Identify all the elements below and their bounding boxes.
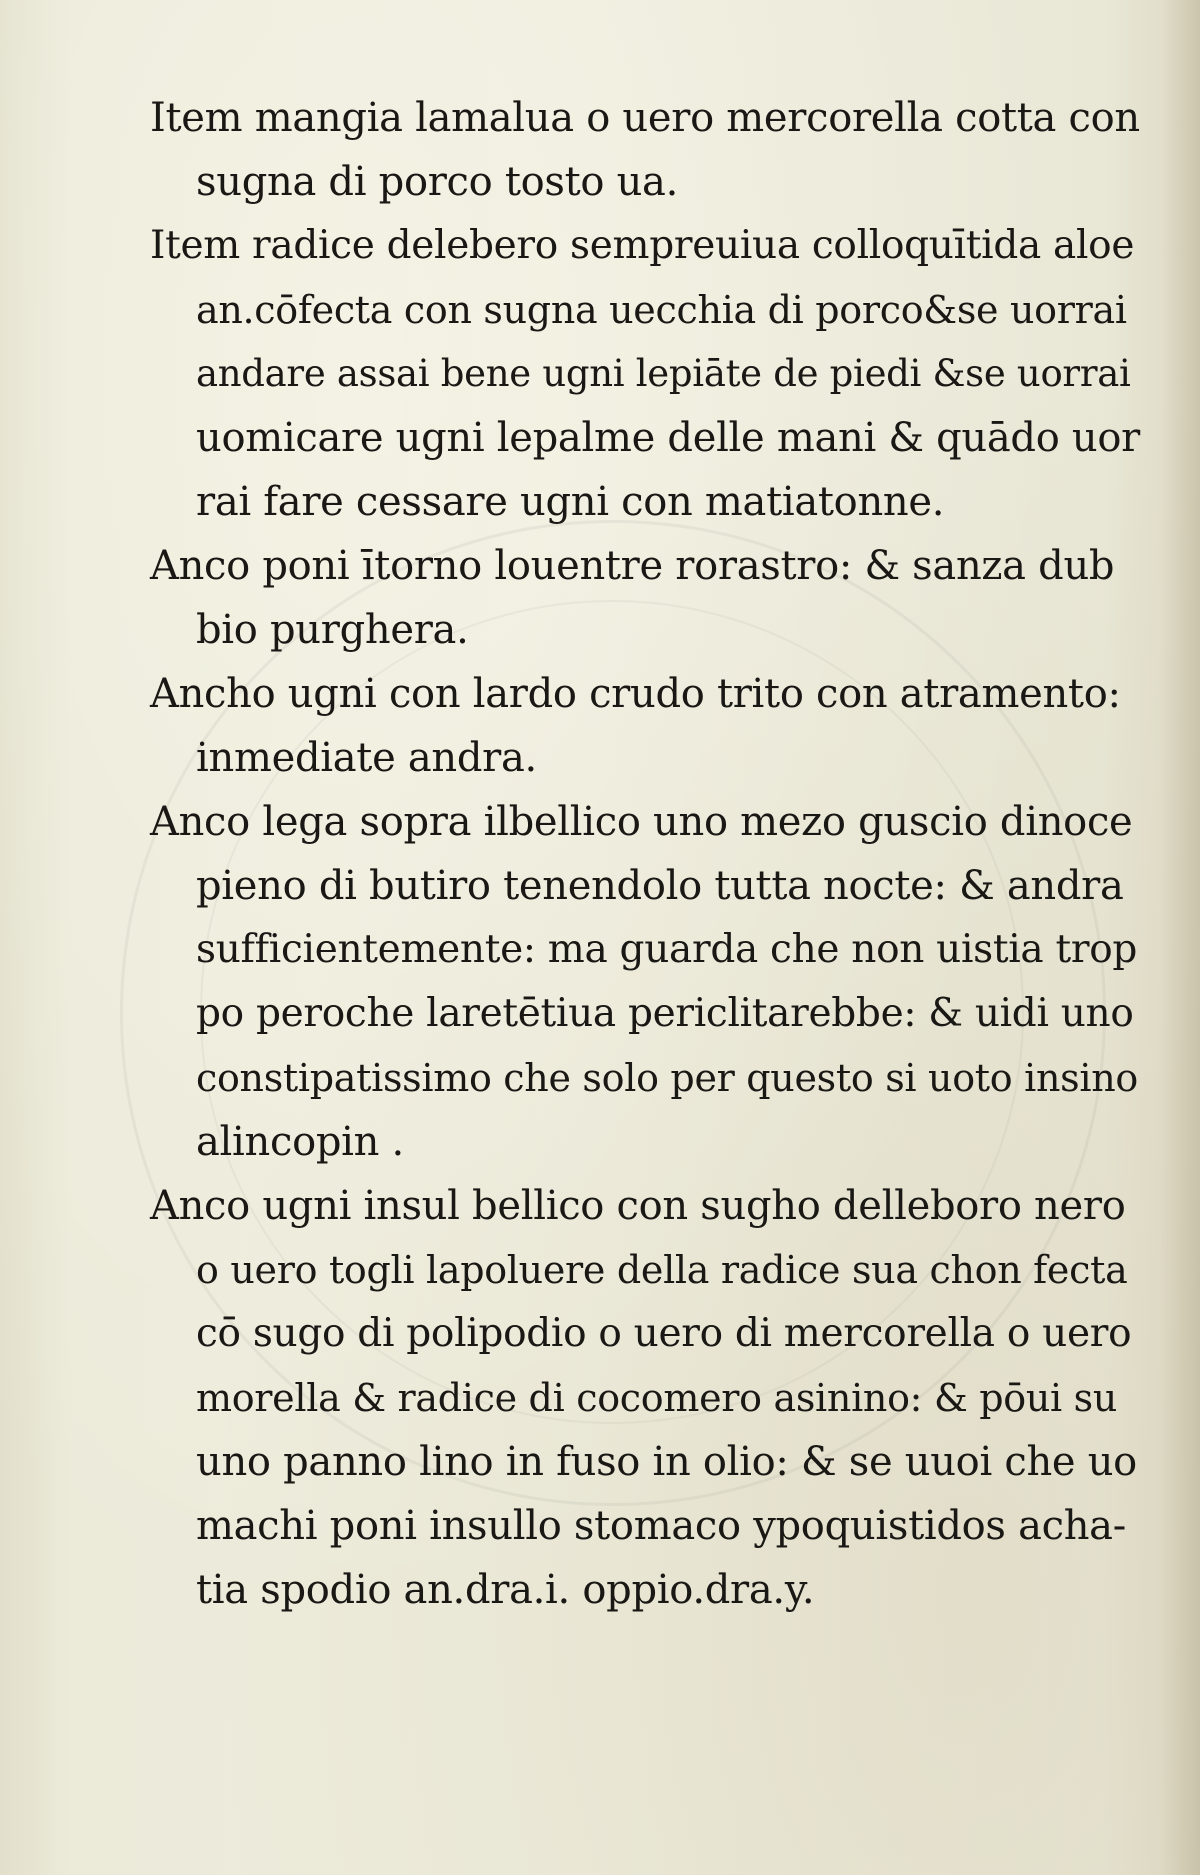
text-line: pieno di butiro tenendolo tutta nocte: & andra <box>196 863 1124 909</box>
text-line: Item mangia lamalua o uero mercorella cotta con <box>150 95 1140 141</box>
text-line: Item radice delebero sempreuiua colloquītida aloe <box>150 223 1135 268</box>
text-line: sugna di porco tosto ua. <box>196 159 679 205</box>
text-line: uomicare ugni lepalme delle mani & quādo uor <box>196 415 1140 461</box>
text-line: andare assai bene ugni lepiāte de piedi &se uorrai <box>196 352 1131 395</box>
text-line: machi poni insullo stomaco ypoquistidos acha- <box>196 1503 1126 1549</box>
text-line: constipatissimo che solo per questo si uoto insino <box>196 1056 1138 1100</box>
text-block <box>150 86 1140 1622</box>
text-line: Anco poni ītorno louentre rorastro: & sanza dub <box>150 543 1115 589</box>
text-line: tia spodio an.dra.i. oppio.dra.y. <box>196 1567 815 1613</box>
text-line: an.cōfecta con sugna uecchia di porco&se uorrai <box>196 288 1127 332</box>
paragraph-1 <box>150 86 1140 214</box>
paragraph-4 <box>150 662 1140 790</box>
text-line: Anco lega sopra ilbellico uno mezo guscio dinoce <box>150 799 1133 845</box>
paragraph-5 <box>150 790 1140 1174</box>
text-line: inmediate andra. <box>196 735 537 781</box>
text-line: uno panno lino in fuso in olio: & se uuoi che uo <box>196 1439 1137 1485</box>
paragraph-6 <box>150 1174 1140 1622</box>
text-line: o uero togli lapoluere della radice sua chon fecta <box>196 1248 1128 1292</box>
text-line: rai fare cessare ugni con matiatonne. <box>196 479 945 525</box>
text-line: Ancho ugni con lardo crudo trito con atramento: <box>150 671 1121 717</box>
text-line: cō sugo di polipodio o uero di mercorella o uero <box>196 1311 1132 1356</box>
text-line: po peroche laretētiua periclitarebbe: & uidi uno <box>196 991 1134 1036</box>
text-line: alincopin . <box>196 1119 404 1165</box>
text-line: Anco ugni insul bellico con sugho delleboro nero <box>150 1183 1126 1229</box>
text-line: bio purghera. <box>196 607 469 653</box>
text-line: morella & radice di cocomero asinino: & pōui su <box>196 1376 1118 1420</box>
paragraph-2 <box>150 214 1140 534</box>
page-edge-shadow <box>1160 0 1200 1875</box>
text-line: sufficientemente: ma guarda che non uistia trop <box>196 927 1138 972</box>
paragraph-3 <box>150 534 1140 662</box>
